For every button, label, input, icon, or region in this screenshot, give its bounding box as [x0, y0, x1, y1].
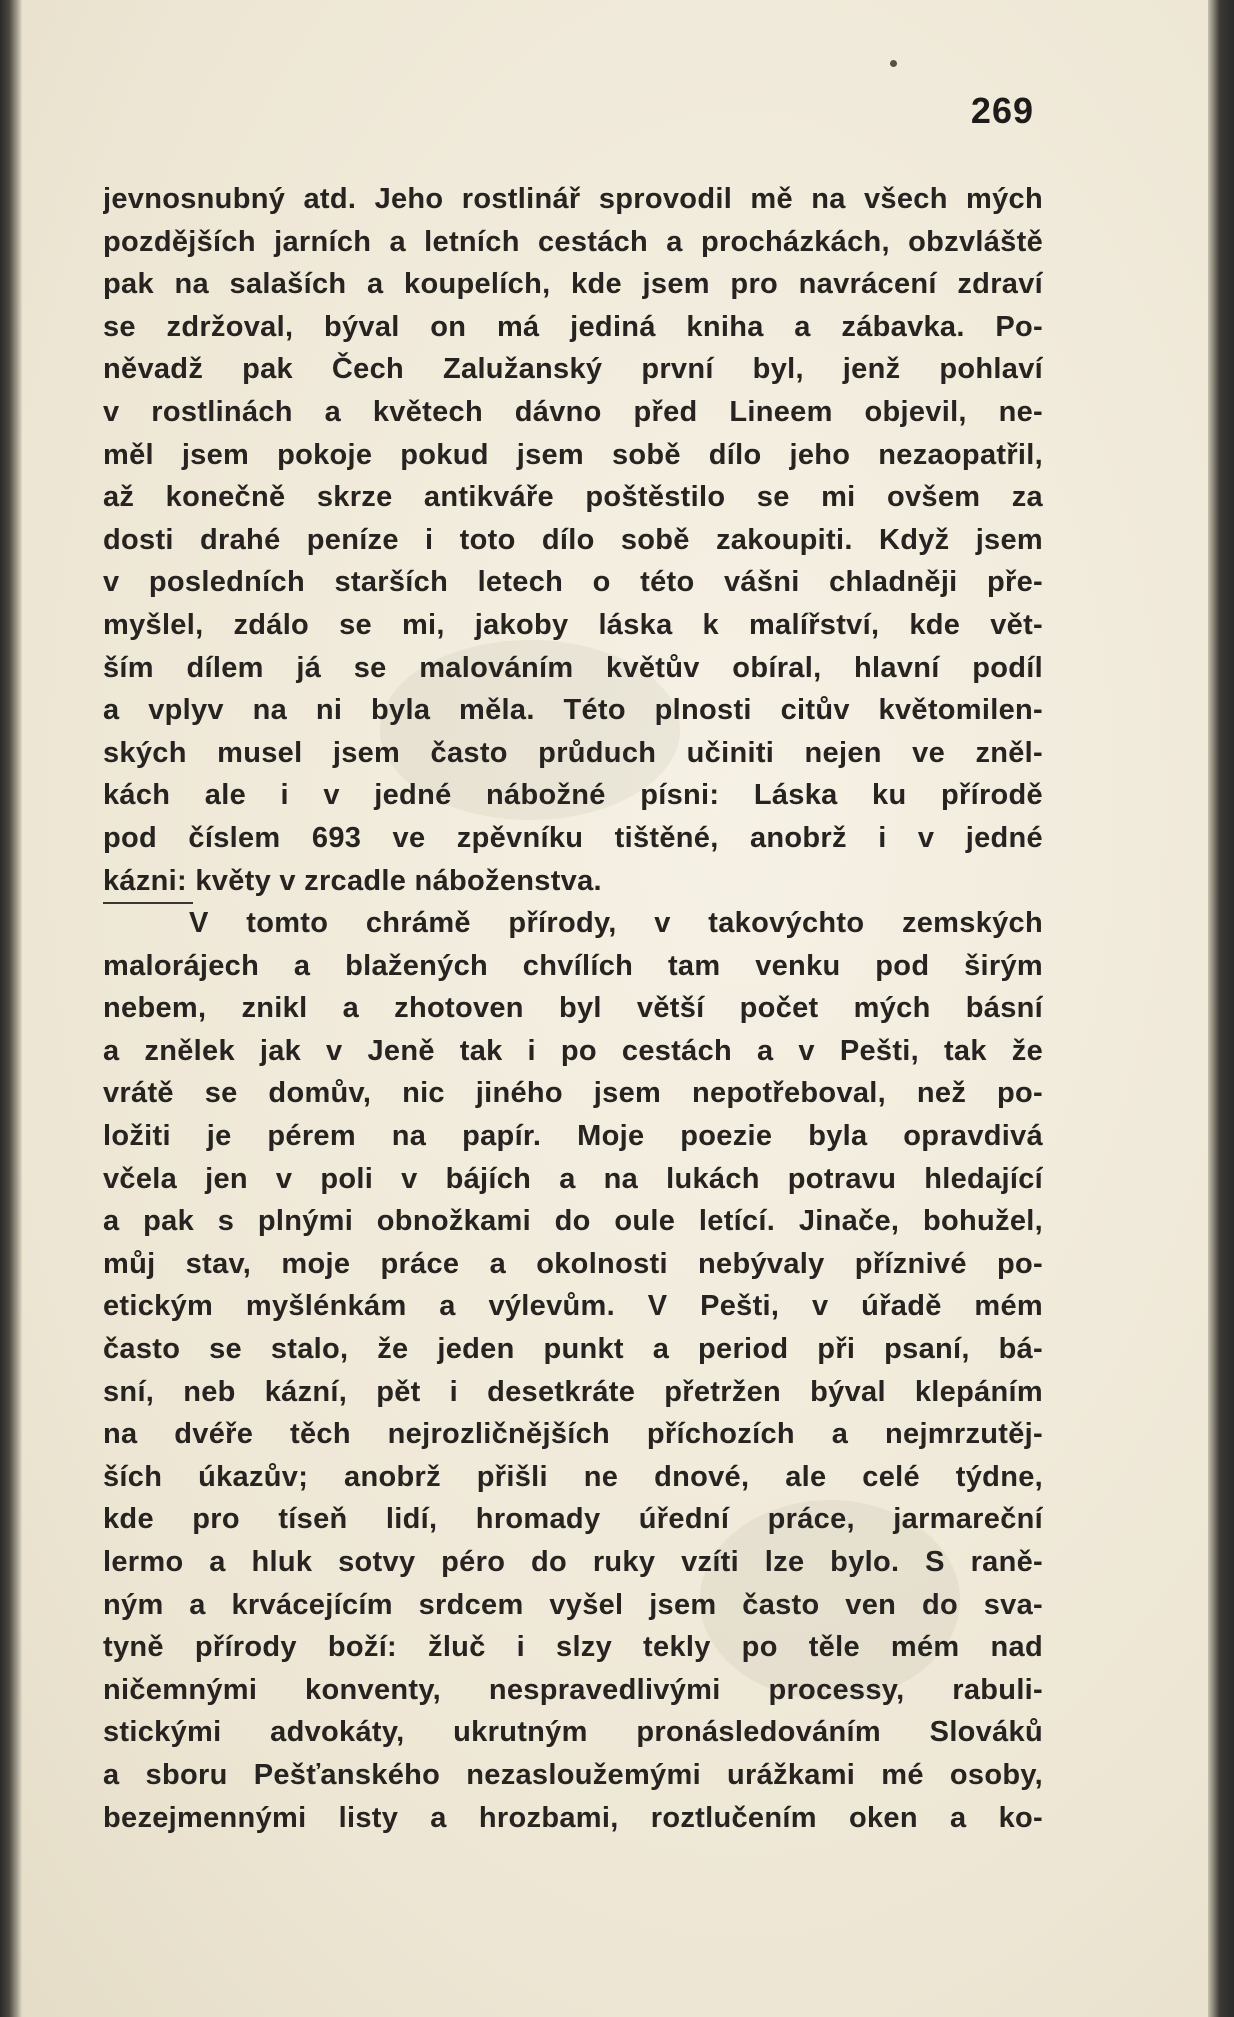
text-line: etickým myšlénkám a výlevům. V Pešti, v úřadě mém [103, 1290, 1043, 1323]
text-line: sní, neb kázní, pět i desetkráte přetržen býval klepáním [103, 1375, 1043, 1408]
text-line: a vplyv na ni byla měla. Této plnosti citův květomilen- [103, 694, 1043, 727]
page-number: 269 [970, 90, 1034, 131]
body-text [103, 178, 1043, 1839]
text-line: a sboru Pešťanského nezasloužemými urážkami mé osoby, [103, 1758, 1043, 1791]
text-line: se zdržoval, býval on má jediná kniha a zábavka. Po- [103, 310, 1043, 343]
text-line: často se stalo, že jeden punkt a period při psaní, bá- [103, 1333, 1043, 1366]
text-line: lermo a hluk sotvy péro do ruky vzíti lze bylo. S raně- [103, 1546, 1043, 1578]
text-line: včela jen v poli v bájích a na lukách potravu hledající [103, 1162, 1043, 1195]
text-line: v posledních starších letech o této vášni chladněji pře- [103, 566, 1043, 599]
text-line: ších úkazův; anobrž přišli ne dnové, ale celé týdne, [103, 1460, 1043, 1493]
ink-speck [890, 60, 897, 67]
text-line: kázni: květy v zrcadle náboženstva. [103, 864, 602, 897]
text-line: měl jsem pokoje pokud jsem sobě dílo jeho nezaopatřil, [103, 438, 1043, 471]
text-line: pod číslem 693 ve zpěvníku tištěné, anobrž i v jedné [103, 821, 1043, 854]
text-line: tyně přírody boží: žluč i slzy tekly po těle mém nad [103, 1631, 1043, 1664]
page-binding-shadow [0, 0, 22, 2017]
text-line: pak na salaších a koupelích, kde jsem pro navrácení zdraví [103, 268, 1043, 301]
text-line: a pak s plnými obnožkami do oule letící. Jinače, bohužel, [103, 1205, 1043, 1238]
text-line: můj stav, moje práce a okolnosti nebývaly příznivé po- [103, 1247, 1043, 1280]
text-line: kde pro tíseň lidí, hromady úřední práce, jarmareční [103, 1503, 1043, 1536]
text-line: a znělek jak v Jeně tak i po cestách a v Pešti, tak že [103, 1034, 1043, 1067]
text-line: ložiti je pérem na papír. Moje poezie byla opravdivá [103, 1120, 1043, 1153]
text-line: na dvéře těch nejrozličnějších příchozích a nejmrzutěj- [103, 1418, 1043, 1451]
underline-rule [103, 902, 193, 904]
paragraph-start-line: V tomto chrámě přírody, v takovýchto zemských [189, 907, 1043, 940]
text-line: stickými advokáty, ukrutným pronásledováním Slováků [103, 1716, 1043, 1749]
text-line: ším dílem já se malováním květův obíral, hlavní podíl [103, 651, 1043, 684]
text-line: dosti drahé peníze i toto dílo sobě zakoupiti. Když jsem [103, 523, 1043, 556]
text-line: ských musel jsem často průduch učiniti nejen ve zněl- [103, 736, 1043, 769]
text-line: bezejmennými listy a hrozbami, roztlučením oken a ko- [103, 1801, 1043, 1834]
text-line: pozdějších jarních a letních cestách a procházkách, obzvláště [103, 225, 1043, 258]
text-line: něvadž pak Čech Zalužanský první byl, jenž pohlaví [103, 353, 1043, 386]
text-line: ným a krvácejícím srdcem vyšel jsem často ven do sva- [103, 1588, 1043, 1621]
text-line: až konečně skrze antikváře poštěstilo se mi ovšem za [103, 481, 1043, 514]
page-edge-shadow [1208, 0, 1234, 2017]
text-line: nebem, znikl a zhotoven byl větší počet mých básní [103, 992, 1043, 1025]
text-line: v rostlinách a květech dávno před Lineem objevil, ne- [103, 395, 1043, 428]
text-line: ničemnými konventy, nespravedlivými processy, rabuli- [103, 1673, 1043, 1706]
text-line: malorájech a blažených chvílích tam venku pod širým [103, 949, 1043, 982]
text-line: kách ale i v jedné nábožné písni: Láska ku přírodě [103, 779, 1043, 812]
text-line: myšlel, zdálo se mi, jakoby láska k malířství, kde vět- [103, 608, 1043, 641]
text-line: vrátě se domův, nic jiného jsem nepotřeboval, než po- [103, 1077, 1043, 1110]
text-line: jevnosnubný atd. Jeho rostlinář sprovodil mě na všech mých [103, 183, 1043, 215]
